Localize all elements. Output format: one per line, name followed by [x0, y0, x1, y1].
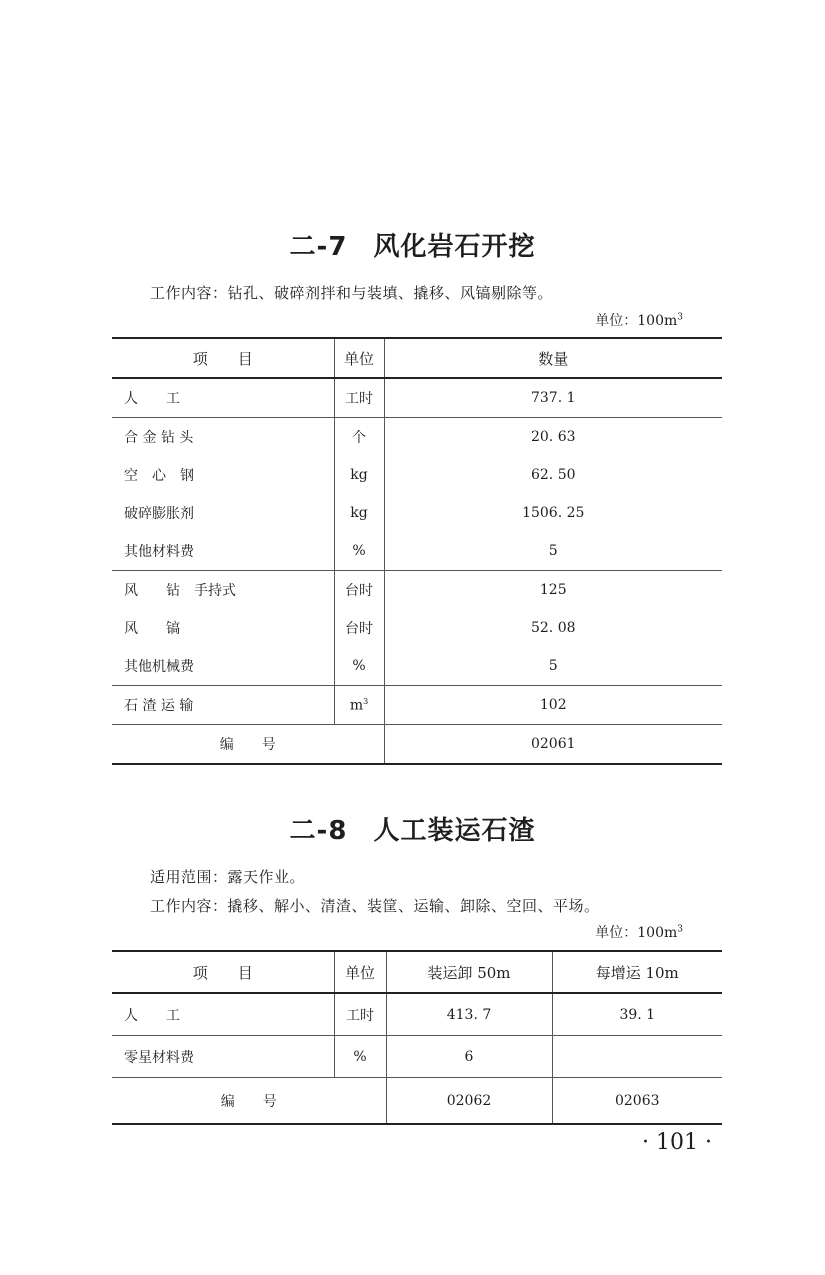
code-value: 02061 [384, 725, 722, 765]
section2-title-number: 二-8 [289, 816, 348, 846]
section1-title-text: 风化岩石开挖 [373, 232, 536, 262]
section2-header-row [112, 951, 722, 993]
code-value: 02062 [386, 1078, 552, 1125]
section1-title-number: 二-7 [289, 232, 348, 262]
page-number: · 101 · [642, 1130, 712, 1155]
section1-header-row [112, 338, 722, 378]
section2-unit: 单位：$100m^3$ [595, 924, 683, 941]
table-row: 合 金 钻 头 个 20. 63 [112, 418, 722, 457]
table-row: 其他机械费 % 5 [112, 647, 722, 686]
section1-unit: 单位：$100m^3$ [595, 312, 683, 329]
header-col2: 每增运 10m [552, 951, 722, 993]
header-unit: 单位 [334, 338, 384, 378]
section2-title-text: 人工装运石渣 [373, 816, 536, 846]
section1-code-row [112, 725, 722, 765]
section2-table [112, 950, 722, 1125]
header-item: 项 目 [192, 349, 253, 368]
section1-work-content: 工作内容：钻孔、破碎剂拌和与装填、撬移、风镐剔除等。 [150, 284, 554, 302]
table-row: 石 渣 运 输 $m^3$ 102 [112, 686, 722, 725]
section1-table [112, 337, 722, 765]
table-row: 人 工 工时 413. 7 39. 1 [112, 993, 722, 1036]
header-quantity: 数量 [384, 338, 722, 378]
table-row: 风 镐 台时 52. 08 [112, 609, 722, 647]
header-col1: 装运卸 50m [386, 951, 552, 993]
table-row: 其他材料费 % 5 [112, 532, 722, 571]
section2-title [0, 810, 825, 847]
table-row: 破碎膨胀剂 kg 1506. 25 [112, 494, 722, 532]
table-row: 风 钻 手持式 台时 125 [112, 571, 722, 610]
section2-work-content: 工作内容：撬移、解小、清渣、装筐、运输、卸除、空回、平场。 [150, 897, 600, 915]
header-item: 项 目 [192, 963, 253, 982]
section2-code-row [112, 1078, 722, 1125]
table-row: 零星材料费 % 6 [112, 1036, 722, 1078]
section1-title [0, 226, 825, 263]
table-row: 空 心 钢 kg 62. 50 [112, 456, 722, 494]
code-label: 编 号 [219, 737, 276, 753]
code-label: 编 号 [220, 1093, 277, 1110]
header-unit: 单位 [334, 951, 386, 993]
section2-scope: 适用范围：露天作业。 [150, 868, 306, 886]
table-row: 人 工 工时 737. 1 [112, 378, 722, 418]
code-value: 02063 [552, 1078, 722, 1125]
